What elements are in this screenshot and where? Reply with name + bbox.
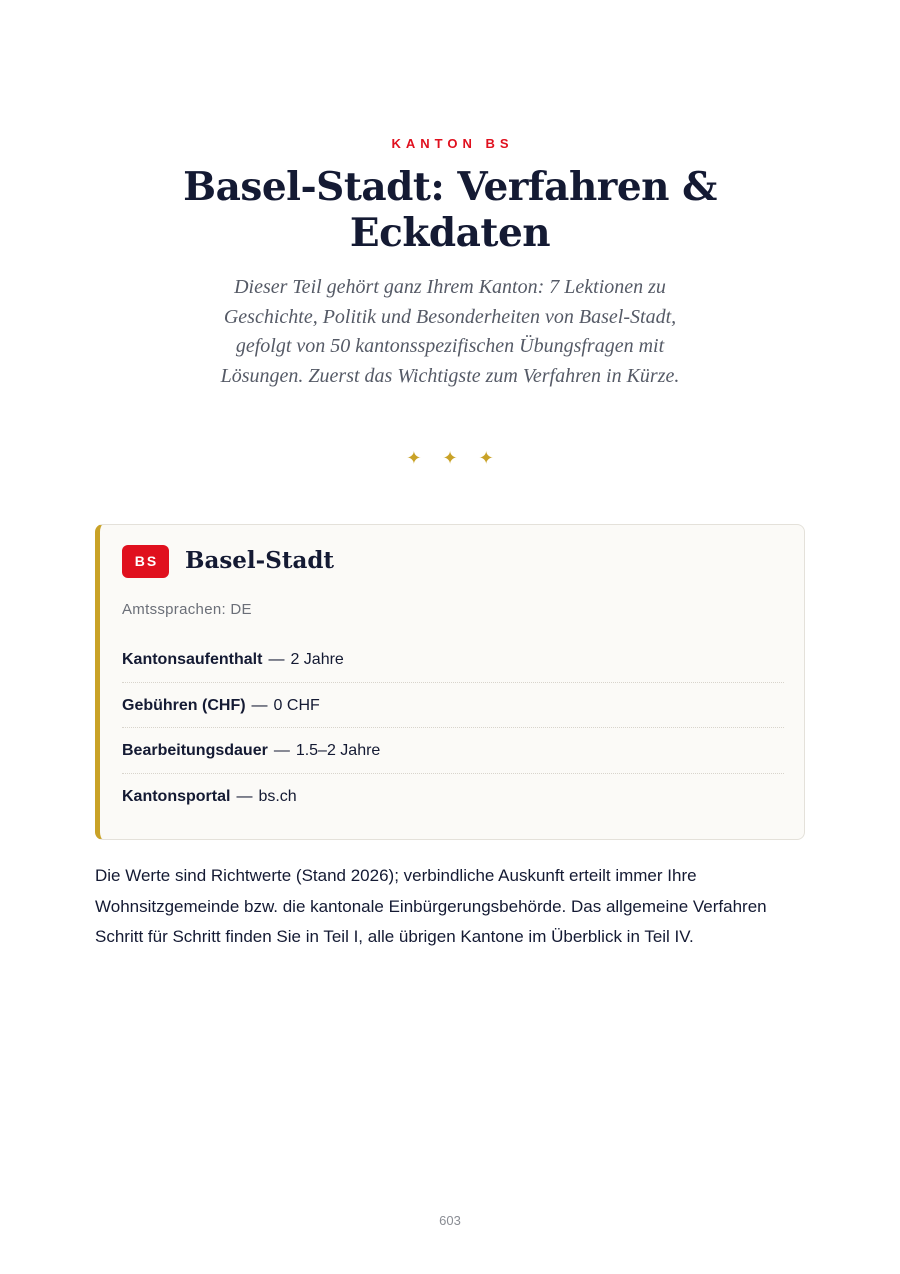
canton-facts-card: [95, 524, 805, 840]
official-languages: Amtssprachen: DE: [122, 601, 252, 618]
page-title: Basel-Stadt: Verfahren & Eckdaten: [183, 164, 717, 256]
fact-label: Kantonsaufenthalt: [122, 651, 263, 668]
page-number: 603: [439, 1213, 461, 1228]
canton-eyebrow: KANTON BS: [391, 136, 514, 151]
star-icon: ✦: [442, 448, 458, 468]
intro-text: Dieser Teil gehört ganz Ihrem Kanton: 7 Lektionen zu Geschichte, Politik und Besonderheiten von Basel-Stadt, gefolgt von 50 kantonsspezifischen Übungsfragen mit Lösungen. Zuerst das Wichtigste zum Verfahren in Kürze.: [220, 276, 680, 387]
ornament-divider: [0, 448, 900, 469]
fact-label: Bearbeitungsdauer: [122, 742, 268, 759]
fact-value: 0 CHF: [273, 696, 320, 714]
card-title: Basel-Stadt: [185, 547, 335, 574]
fact-value: 1.5–2 Jahre: [295, 742, 381, 759]
fact-value: bs.ch: [258, 787, 297, 805]
fact-label: Gebühren (CHF): [122, 696, 246, 714]
fact-row: [122, 774, 784, 820]
star-icon: ✦: [406, 448, 422, 468]
fact-separator: —: [268, 651, 285, 668]
fact-separator: —: [236, 787, 253, 805]
disclaimer-note: Die Werte sind Richtwerte (Stand 2026); verbindliche Auskunft erteilt immer Ihre Wohnsitzgemeinde bzw. die kantonale Einbürgerungsbehörde. Das allgemeine Verfahren Schritt für Schritt finden Sie in Teil I, alle übrigen Kantone im Überblick in Teil IV.: [95, 866, 767, 946]
fact-separator: —: [273, 742, 290, 759]
fact-row: [122, 683, 784, 729]
facts-list: [122, 637, 784, 819]
canton-badge: BS: [122, 545, 169, 578]
fact-row: [122, 728, 784, 774]
fact-label: Kantonsportal: [122, 787, 231, 805]
star-icon: ✦: [478, 448, 494, 468]
fact-separator: —: [251, 696, 268, 714]
fact-row: [122, 637, 784, 683]
fact-value: 2 Jahre: [290, 651, 344, 668]
